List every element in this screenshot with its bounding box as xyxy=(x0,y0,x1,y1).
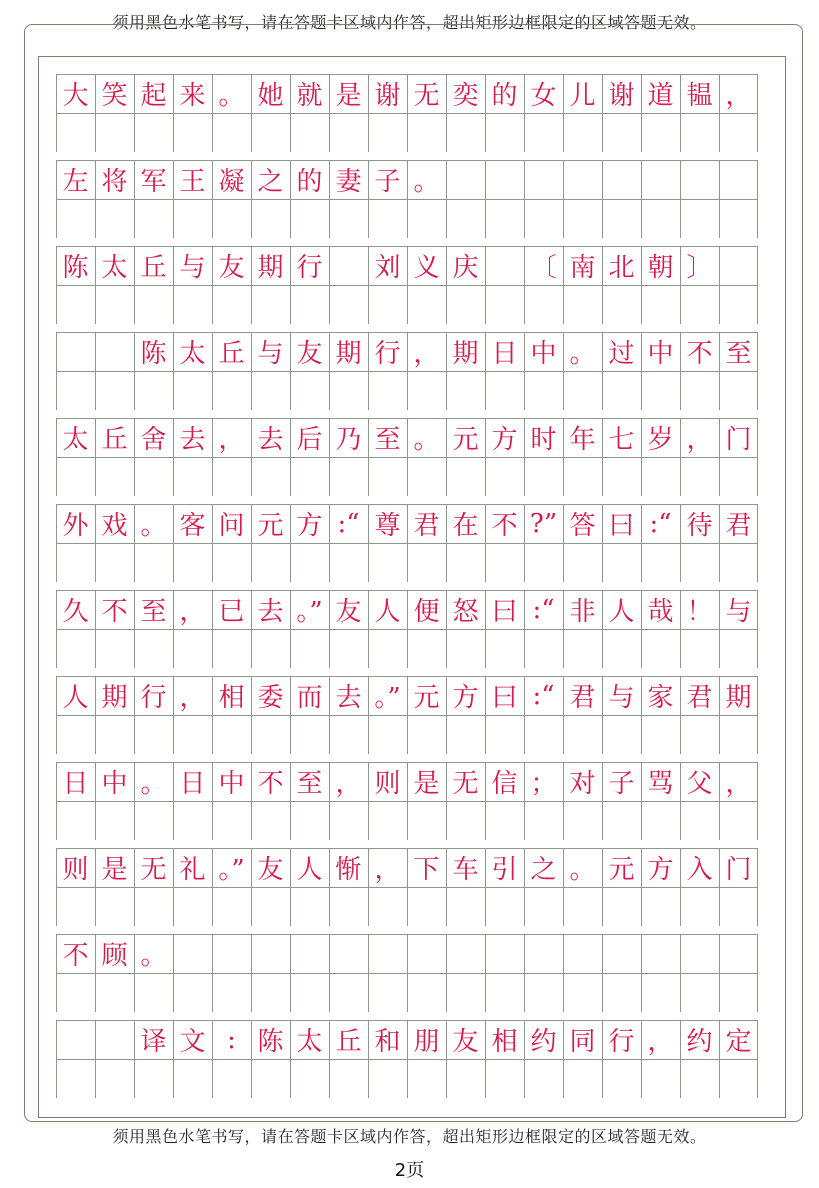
grid-row xyxy=(56,934,760,1012)
grid-cell: 就 xyxy=(296,81,323,111)
grid-cell: 不 xyxy=(491,511,518,541)
grid-cell: 答 xyxy=(569,511,596,541)
grid-cell: 将 xyxy=(101,167,128,197)
grid-cell xyxy=(485,934,524,973)
grid-cell: 。 xyxy=(569,855,596,885)
grid-cell: 。 xyxy=(413,167,440,197)
grid-cell xyxy=(251,934,290,973)
grid-cell: 大 xyxy=(62,81,89,111)
grid-cell: 起 xyxy=(140,81,167,111)
grid-cell: 友 xyxy=(452,1027,479,1057)
grid-cell: ， xyxy=(374,855,401,885)
grid-cell: ， xyxy=(218,425,245,455)
grid-cell: 元 xyxy=(608,855,635,885)
grid-cell: 方 xyxy=(647,855,674,885)
grid-cell: 元 xyxy=(257,511,284,541)
grid-cell: 家 xyxy=(647,683,674,713)
grid-cell: 惭 xyxy=(335,855,362,885)
grid-cell: 而 xyxy=(296,683,323,713)
grid-cell: 中 xyxy=(647,339,674,369)
grid-cell: 无 xyxy=(413,81,440,111)
grid-cell: 。 xyxy=(140,769,167,799)
grid-cell: 。” xyxy=(296,597,323,627)
grid-cell xyxy=(719,934,758,973)
grid-cell: 的 xyxy=(296,167,323,197)
grid-cell: 门 xyxy=(725,855,752,885)
grid-cell: ， xyxy=(686,425,713,455)
grid-cell: 太 xyxy=(179,339,206,369)
grid-cell xyxy=(524,160,563,199)
grid-cell: 客 xyxy=(179,511,206,541)
grid-cell: ， xyxy=(179,597,206,627)
grid-cell xyxy=(56,332,95,371)
grid-cell: 韫 xyxy=(686,81,713,111)
grid-row xyxy=(56,504,760,582)
grid-row xyxy=(56,762,760,840)
grid-cell: 则 xyxy=(62,855,89,885)
grid-cell: 她 xyxy=(257,81,284,111)
grid-cell: 期 xyxy=(335,339,362,369)
grid-cell: 与 xyxy=(257,339,284,369)
grid-cell: 顾 xyxy=(101,941,128,971)
grid-cell: 约 xyxy=(686,1027,713,1057)
grid-cell: 来 xyxy=(179,81,206,111)
grid-cell: 。 xyxy=(413,425,440,455)
grid-cell: 便 xyxy=(413,597,440,627)
grid-cell: 。 xyxy=(140,511,167,541)
grid-cell: 人 xyxy=(62,683,89,713)
grid-cell: 谢 xyxy=(374,81,401,111)
grid-cell xyxy=(524,934,563,973)
grid-cell xyxy=(485,246,524,285)
grid-cell: 人 xyxy=(296,855,323,885)
grid-row xyxy=(56,74,760,152)
grid-cell: 元 xyxy=(413,683,440,713)
bottom-notice: 须用黑色水笔书写，请在答题卡区域内作答，超出矩形边框限定的区域答题无效。 xyxy=(112,1127,707,1146)
grid-cell: 舍 xyxy=(140,425,167,455)
grid-cell: 则 xyxy=(374,769,401,799)
grid-cell: 至 xyxy=(140,597,167,627)
grid-cell: 定 xyxy=(725,1027,752,1057)
grid-cell: 〕 xyxy=(686,253,713,283)
grid-cell: 丘 xyxy=(218,339,245,369)
grid-cell: 友 xyxy=(335,597,362,627)
grid-cell: 外 xyxy=(62,511,89,541)
grid-cell: 骂 xyxy=(647,769,674,799)
grid-cell: 行 xyxy=(296,253,323,283)
grid-cell: 文 xyxy=(179,1027,206,1057)
grid-cell: 期 xyxy=(257,253,284,283)
grid-cell: 行 xyxy=(608,1027,635,1057)
grid-cell: 在 xyxy=(452,511,479,541)
grid-cell: 陈 xyxy=(257,1027,284,1057)
grid-cell: 刘 xyxy=(374,253,401,283)
grid-cell: 丘 xyxy=(101,425,128,455)
grid-cell: 妻 xyxy=(335,167,362,197)
grid-cell: 朋 xyxy=(413,1027,440,1057)
grid-cell: 友 xyxy=(257,855,284,885)
grid-cell: 久 xyxy=(62,597,89,627)
grid-cell: 笑 xyxy=(101,81,128,111)
grid-cell: 朝 xyxy=(647,253,674,283)
grid-cell xyxy=(212,934,251,973)
grid-cell: 年 xyxy=(569,425,596,455)
grid-cell xyxy=(329,246,368,285)
grid-cell: :“ xyxy=(337,508,360,539)
grid-cell: 待 xyxy=(686,511,713,541)
grid-cell: 时 xyxy=(530,425,557,455)
grid-cell xyxy=(485,160,524,199)
grid-cell: 与 xyxy=(725,597,752,627)
grid-cell: 丘 xyxy=(335,1027,362,1057)
grid-cell xyxy=(446,160,485,199)
grid-cell: 太 xyxy=(62,425,89,455)
grid-cell: 无 xyxy=(140,855,167,885)
grid-row xyxy=(56,332,760,410)
grid-cell: 北 xyxy=(608,253,635,283)
grid-cell: : xyxy=(227,1024,236,1055)
grid-cell: 信 xyxy=(491,769,518,799)
grid-cell: 译 xyxy=(140,1027,167,1057)
grid-cell xyxy=(563,160,602,199)
grid-cell: ， xyxy=(335,769,362,799)
grid-cell: 行 xyxy=(140,683,167,713)
grid-cell: 至 xyxy=(725,339,752,369)
grid-cell: 人 xyxy=(608,597,635,627)
grid-cell: 和 xyxy=(374,1027,401,1057)
grid-cell: 陈 xyxy=(140,339,167,369)
grid-cell xyxy=(563,934,602,973)
grid-cell xyxy=(290,934,329,973)
grid-cell xyxy=(95,332,134,371)
grid-cell: 元 xyxy=(452,425,479,455)
grid-cell: 曰 xyxy=(491,597,518,627)
grid-cell: 问 xyxy=(218,511,245,541)
grid-cell: 期 xyxy=(725,683,752,713)
grid-cell: 。 xyxy=(140,941,167,971)
grid-cell xyxy=(641,160,680,199)
grid-cell: 相 xyxy=(491,1027,518,1057)
grid-cell: 期 xyxy=(452,339,479,369)
top-notice: 须用黑色水笔书写，请在答题卡区域内作答，超出矩形边框限定的区域答题无效。 xyxy=(112,13,707,32)
grid-cell: 入 xyxy=(686,855,713,885)
grid-cell: 是 xyxy=(413,769,440,799)
grid-cell: 。” xyxy=(218,855,245,885)
grid-cell: 是 xyxy=(335,81,362,111)
grid-cell xyxy=(95,1020,134,1059)
grid-cell: 中 xyxy=(101,769,128,799)
grid-cell: 后 xyxy=(296,425,323,455)
grid-cell: 去 xyxy=(335,683,362,713)
grid-cell: ， xyxy=(725,769,752,799)
grid-row xyxy=(56,160,760,238)
grid-cell xyxy=(680,934,719,973)
grid-cell: 下 xyxy=(413,855,440,885)
grid-cell xyxy=(602,160,641,199)
grid-cell: 去 xyxy=(257,425,284,455)
grid-cell: 礼 xyxy=(179,855,206,885)
grid-cell: 至 xyxy=(374,425,401,455)
grid-cell: 日 xyxy=(179,769,206,799)
grid-cell: 子 xyxy=(374,167,401,197)
grid-cell: :“ xyxy=(532,680,555,711)
grid-cell: 友 xyxy=(296,339,323,369)
grid-cell: 是 xyxy=(101,855,128,885)
grid-cell xyxy=(641,934,680,973)
grid-cell: 凝 xyxy=(218,167,245,197)
grid-cell: 期 xyxy=(101,683,128,713)
grid-row xyxy=(56,590,760,668)
grid-cell: 陈 xyxy=(62,253,89,283)
writing-grid xyxy=(56,74,760,1102)
grid-cell: 相 xyxy=(218,683,245,713)
grid-cell: ， xyxy=(413,339,440,369)
grid-cell: 中 xyxy=(218,769,245,799)
grid-cell xyxy=(680,160,719,199)
grid-cell: 七 xyxy=(608,425,635,455)
grid-cell: 君 xyxy=(725,511,752,541)
grid-cell: 引 xyxy=(491,855,518,885)
grid-cell: 君 xyxy=(413,511,440,541)
grid-cell: 曰 xyxy=(608,511,635,541)
grid-cell: 奕 xyxy=(452,81,479,111)
grid-cell: 约 xyxy=(530,1027,557,1057)
grid-cell: 日 xyxy=(491,339,518,369)
grid-cell: 曰 xyxy=(491,683,518,713)
grid-cell: 过 xyxy=(608,339,635,369)
grid-cell: 车 xyxy=(452,855,479,885)
grid-cell: ?” xyxy=(529,508,558,539)
grid-cell: 人 xyxy=(374,597,401,627)
grid-cell: 不 xyxy=(686,339,713,369)
grid-cell: 之 xyxy=(257,167,284,197)
grid-cell: 君 xyxy=(686,683,713,713)
page-number: 2页 xyxy=(394,1160,425,1181)
grid-cell: 非 xyxy=(569,597,596,627)
grid-row xyxy=(56,246,760,324)
grid-cell: 岁 xyxy=(647,425,674,455)
grid-cell: ， xyxy=(647,1027,674,1057)
grid-cell: 与 xyxy=(179,253,206,283)
grid-cell xyxy=(446,934,485,973)
grid-cell: 至 xyxy=(296,769,323,799)
grid-cell: 乃 xyxy=(335,425,362,455)
grid-row xyxy=(56,1020,760,1098)
grid-cell: 去 xyxy=(179,425,206,455)
grid-cell: ， xyxy=(179,683,206,713)
grid-cell: 庆 xyxy=(452,253,479,283)
grid-cell xyxy=(173,934,212,973)
grid-cell: 不 xyxy=(101,597,128,627)
grid-cell: 门 xyxy=(725,425,752,455)
grid-cell: 已 xyxy=(218,597,245,627)
grid-cell xyxy=(407,934,446,973)
grid-cell: 义 xyxy=(413,253,440,283)
grid-row xyxy=(56,848,760,926)
grid-cell: 。 xyxy=(569,339,596,369)
grid-cell: 友 xyxy=(218,253,245,283)
grid-cell: 军 xyxy=(140,167,167,197)
grid-cell: 之 xyxy=(530,855,557,885)
grid-cell: 不 xyxy=(62,941,89,971)
grid-cell: 去 xyxy=(257,597,284,627)
grid-cell: 太 xyxy=(296,1027,323,1057)
grid-cell: 不 xyxy=(257,769,284,799)
grid-cell: 。 xyxy=(218,81,245,111)
grid-cell: ！ xyxy=(686,597,713,627)
grid-cell: 王 xyxy=(179,167,206,197)
grid-cell: :“ xyxy=(532,594,555,625)
grid-cell: 日 xyxy=(62,769,89,799)
grid-cell: 太 xyxy=(101,253,128,283)
grid-cell: 丘 xyxy=(140,253,167,283)
grid-cell: :“ xyxy=(649,508,672,539)
grid-cell: 儿 xyxy=(569,81,596,111)
grid-cell: 同 xyxy=(569,1027,596,1057)
grid-cell: 子 xyxy=(608,769,635,799)
grid-row xyxy=(56,418,760,496)
grid-cell: 哉 xyxy=(647,597,674,627)
grid-cell: 方 xyxy=(296,511,323,541)
grid-cell xyxy=(719,246,758,285)
grid-cell: 父 xyxy=(686,769,713,799)
grid-cell: 南 xyxy=(569,253,596,283)
grid-cell xyxy=(602,934,641,973)
grid-cell: ， xyxy=(725,81,752,111)
grid-cell: 行 xyxy=(374,339,401,369)
grid-cell: 的 xyxy=(491,81,518,111)
grid-cell: 中 xyxy=(530,339,557,369)
grid-cell: 方 xyxy=(452,683,479,713)
grid-cell xyxy=(368,934,407,973)
grid-cell: 无 xyxy=(452,769,479,799)
grid-row xyxy=(56,676,760,754)
grid-cell: 与 xyxy=(608,683,635,713)
grid-cell: 女 xyxy=(530,81,557,111)
grid-cell: 委 xyxy=(257,683,284,713)
grid-cell xyxy=(329,934,368,973)
grid-cell: 怒 xyxy=(452,597,479,627)
grid-cell xyxy=(56,1020,95,1059)
grid-cell xyxy=(719,160,758,199)
grid-cell: 戏 xyxy=(101,511,128,541)
grid-cell: 对 xyxy=(569,769,596,799)
grid-cell: 方 xyxy=(491,425,518,455)
grid-cell: 君 xyxy=(569,683,596,713)
grid-cell: 尊 xyxy=(374,511,401,541)
grid-cell: 左 xyxy=(62,167,89,197)
grid-cell: ； xyxy=(530,769,557,799)
grid-cell: 谢 xyxy=(608,81,635,111)
grid-cell: 。” xyxy=(374,683,401,713)
grid-cell: 道 xyxy=(647,81,674,111)
grid-cell: 〔 xyxy=(530,253,557,283)
